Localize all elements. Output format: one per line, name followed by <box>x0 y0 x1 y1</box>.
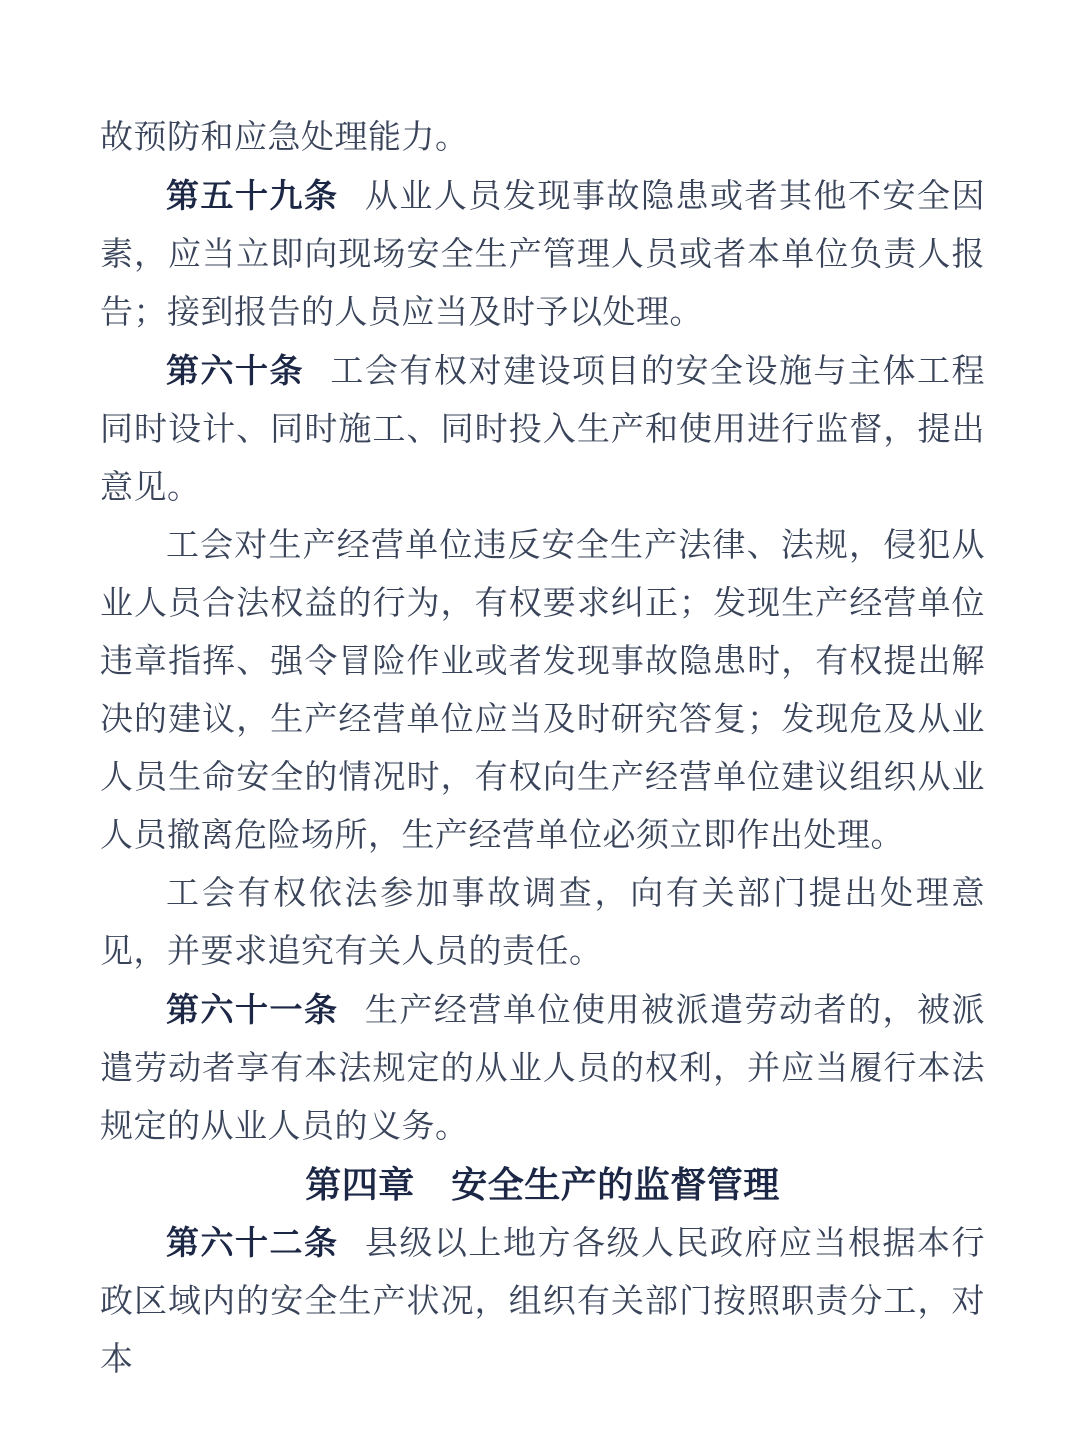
article-61-paragraph <box>100 981 985 1156</box>
article-61-text: 生产经营单位使用被派遣劳动者的，被派遣劳动者享有本法规定的从业人员的权利，并应当履行本法规定的从业人员的义务。 <box>100 993 986 1145</box>
article-59-paragraph <box>100 167 985 342</box>
article-59-number: 第五十九条 <box>166 177 339 214</box>
article-60-clause-3: 工会有权依法参加事故调查，向有关部门提出处理意见，并要求追究有关人员的责任。 <box>100 876 985 970</box>
paragraph-continuation: 故预防和应急处理能力。 <box>100 120 469 156</box>
article-62-paragraph <box>100 1214 985 1389</box>
article-62-text: 县级以上地方各级人民政府应当根据本行政区域内的安全生产状况，组织有关部门按照职责分工，对本 <box>100 1226 986 1378</box>
article-62-number: 第六十二条 <box>166 1224 339 1261</box>
article-59-text: 从业人员发现事故隐患或者其他不安全因素，应当立即向现场安全生产管理人员或者本单位负责人报告；接到报告的人员应当及时予以处理。 <box>100 179 986 331</box>
article-60-text: 工会有权对建设项目的安全设施与主体工程同时设计、同时施工、同时投入生产和使用进行监督，提出意见。 <box>100 354 986 506</box>
article-61-number: 第六十一条 <box>166 991 339 1028</box>
chapter-4-heading: 第四章 安全生产的监督管理 <box>305 1164 780 1205</box>
article-60-paragraph <box>100 342 985 517</box>
article-60-clause-2: 工会对生产经营单位违反安全生产法律、法规，侵犯从业人员合法权益的行为，有权要求纠正；发现生产经营单位违章指挥、强令冒险作业或者发现事故隐患时，有权提出解决的建议，生产经营单位应当及时研究答复；发现危及从业人员生命安全的情况时，有权向生产经营单位建议组织从业人员撤离危险场所，生产经营单位必须立即作出处理。 <box>100 528 985 854</box>
article-60-number: 第六十条 <box>166 352 305 389</box>
